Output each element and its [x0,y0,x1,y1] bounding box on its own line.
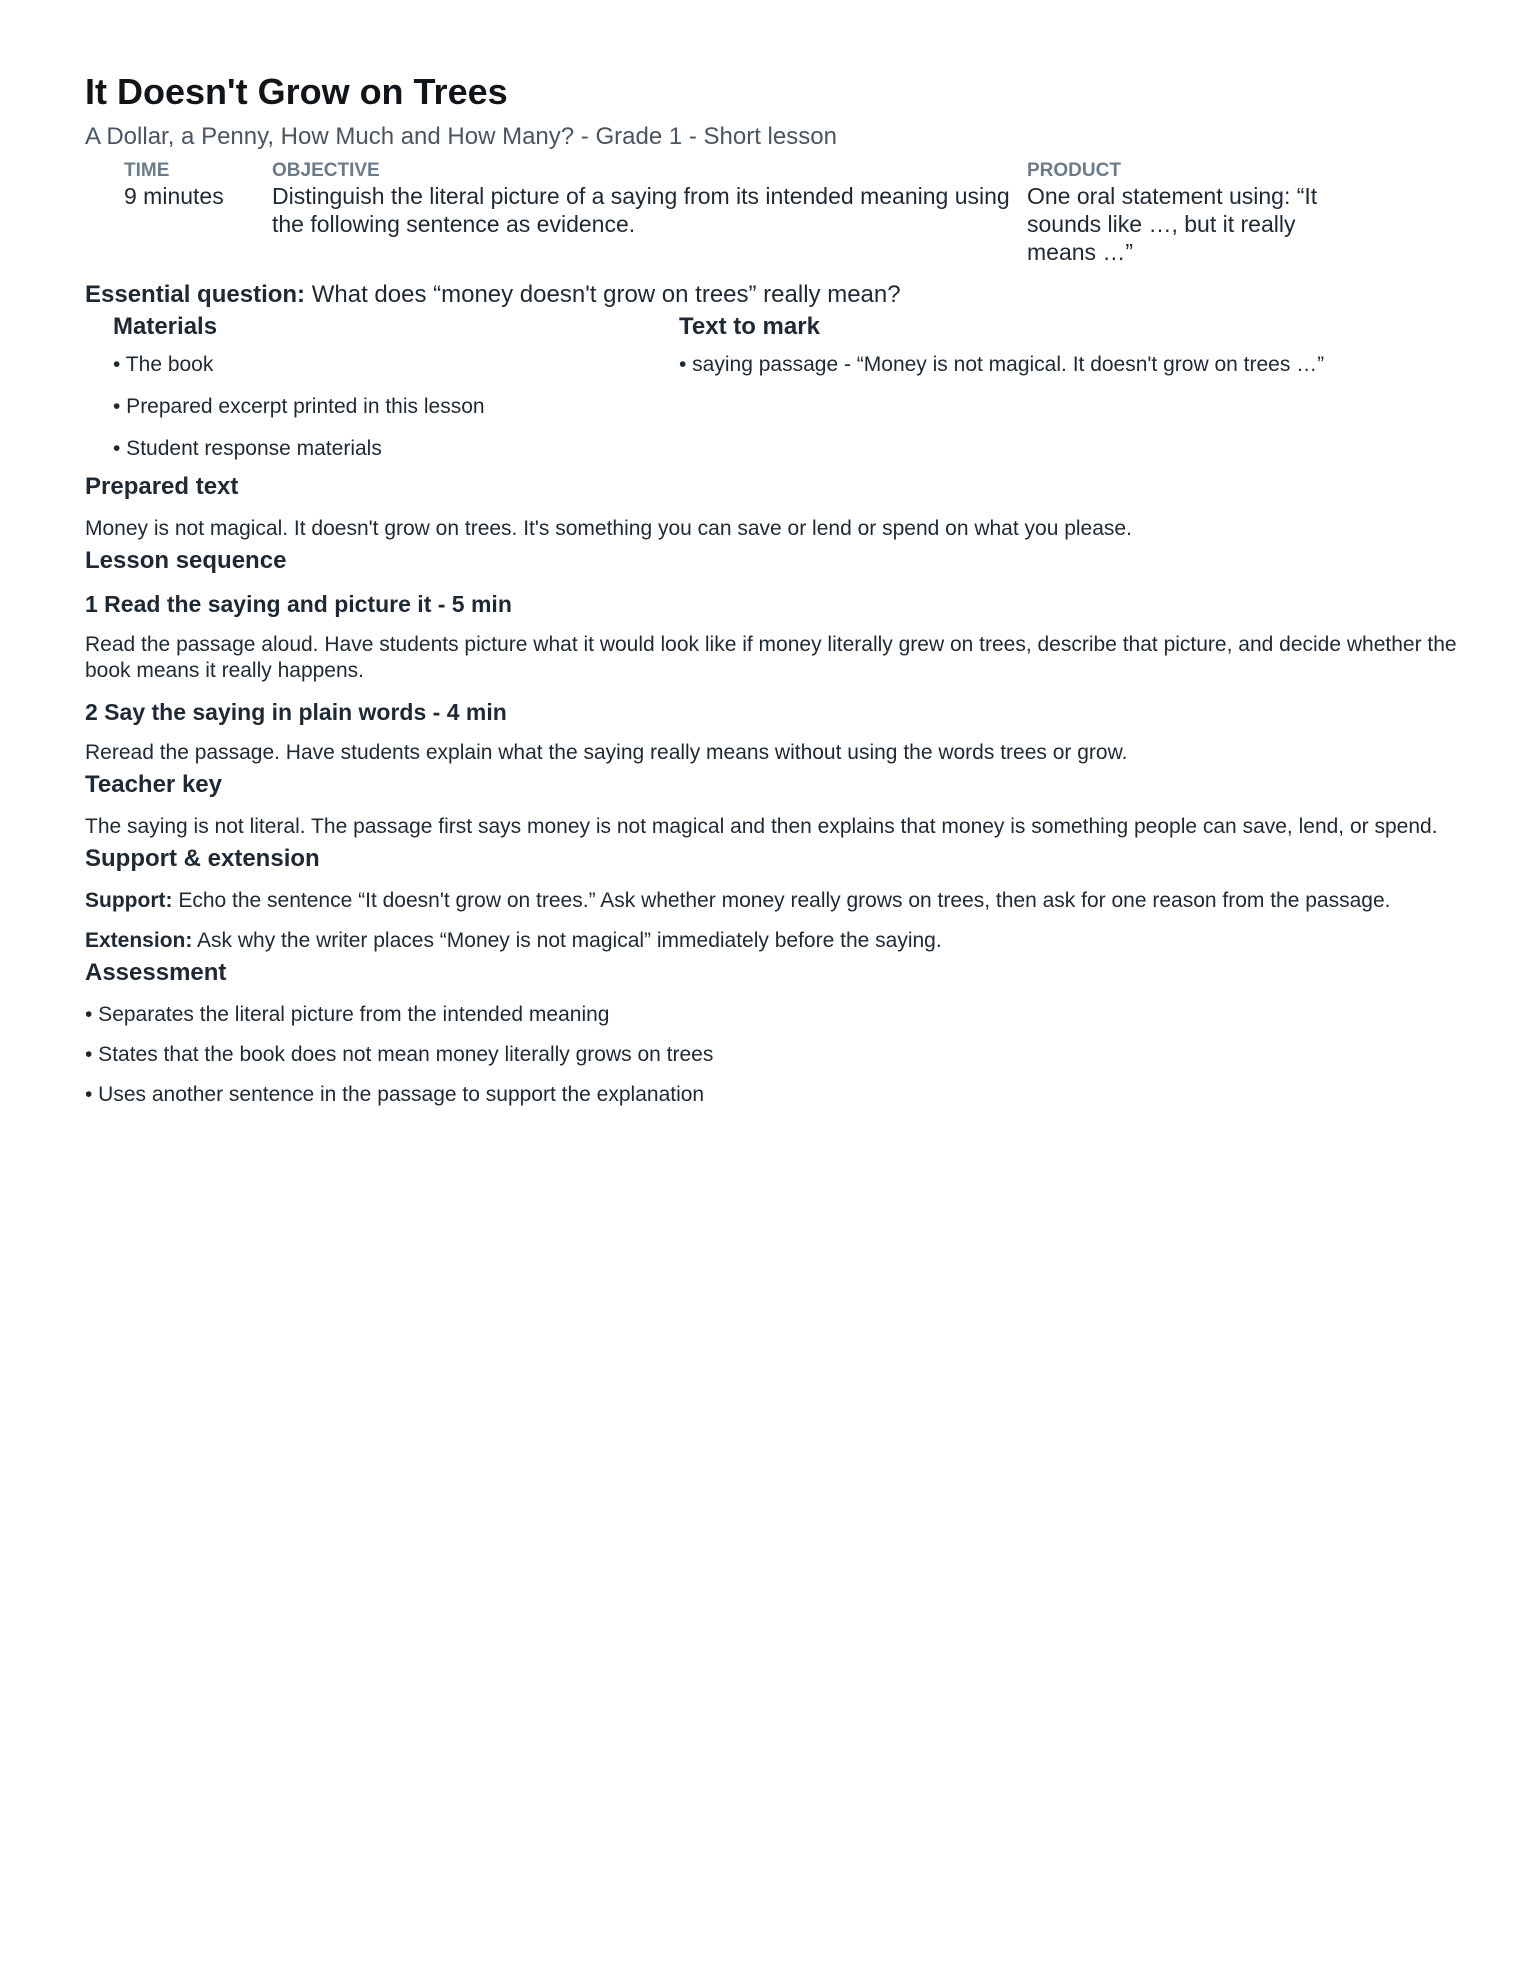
materials-section [113,312,679,462]
teacher-key-section [85,770,1465,840]
meta-objective [272,160,1027,266]
product-label: PRODUCT [1027,160,1121,181]
step-body: Reread the passage. Have students explain what the saying really means without using the words trees or grow. [85,741,1128,764]
assessment-heading: Assessment [85,959,227,986]
materials-and-text [113,312,1465,462]
materials-item: • Prepared excerpt printed in this lesson [113,395,485,418]
support-extension-heading: Support & extension [85,845,320,872]
step-title: 2 Say the saying in plain words - 4 min [85,699,507,725]
prepared-text-heading: Prepared text [85,473,239,500]
lesson-page [85,70,1465,1108]
support-paragraph [85,888,1465,914]
assessment-item: • Separates the literal picture from the intended meaning [85,1003,610,1026]
page-title: It Doesn't Grow on Trees [85,71,508,112]
text-to-mark-item: • saying passage - “Money is not magical. It doesn't grow on trees …” [679,353,1325,376]
lesson-meta [124,160,1465,266]
support-text: Echo the sentence “It doesn't grow on trees.” Ask whether money really grows on trees, then ask for one reason from the passage. [172,889,1391,912]
lesson-sequence-section [85,546,1465,766]
step-title: 1 Read the saying and picture it - 5 min [85,591,512,617]
assessment-item: • Uses another sentence in the passage to support the explanation [85,1083,705,1106]
essential-question-label: Essential question: [85,281,306,308]
text-to-mark-section [679,312,1419,462]
lesson-sequence-heading: Lesson sequence [85,547,287,574]
assessment-item: • States that the book does not mean money literally grows on trees [85,1043,714,1066]
support-extension-section [85,844,1465,954]
meta-time [124,160,272,266]
meta-product [1027,160,1357,266]
essential-question [85,280,1465,310]
materials-heading: Materials [113,313,218,340]
time-label: TIME [124,160,170,181]
extension-label: Extension: [85,929,193,952]
objective-label: OBJECTIVE [272,160,380,181]
product-value: One oral statement using: “It sounds like …, but it really means …” [1027,183,1318,265]
page-subtitle: A Dollar, a Penny, How Much and How Many? - Grade 1 - Short lesson [85,123,837,150]
step-body: Read the passage aloud. Have students picture what it would look like if money literally grew on trees, describe that picture, and decide whether the book means it really happens. [85,633,1457,682]
materials-item: • Student response materials [113,437,382,460]
assessment-section [85,958,1465,1108]
time-value: 9 minutes [124,183,224,209]
teacher-key-body: The saying is not literal. The passage first says money is not magical and then explains that money is something people can save, lend, or spend. [85,815,1438,838]
support-label: Support: [85,889,173,912]
essential-question-text: What does “money doesn't grow on trees” really mean? [305,281,901,308]
extension-paragraph [85,928,1465,954]
teacher-key-heading: Teacher key [85,771,222,798]
materials-item: • The book [113,353,214,376]
prepared-text-section [85,472,1465,542]
text-to-mark-heading: Text to mark [679,313,820,340]
extension-text: Ask why the writer places “Money is not magical” immediately before the saying. [192,929,942,952]
objective-value: Distinguish the literal picture of a saying from its intended meaning using the following sentence as evidence. [272,183,1010,237]
prepared-text-body: Money is not magical. It doesn't grow on trees. It's something you can save or lend or spend on what you please. [85,517,1132,540]
